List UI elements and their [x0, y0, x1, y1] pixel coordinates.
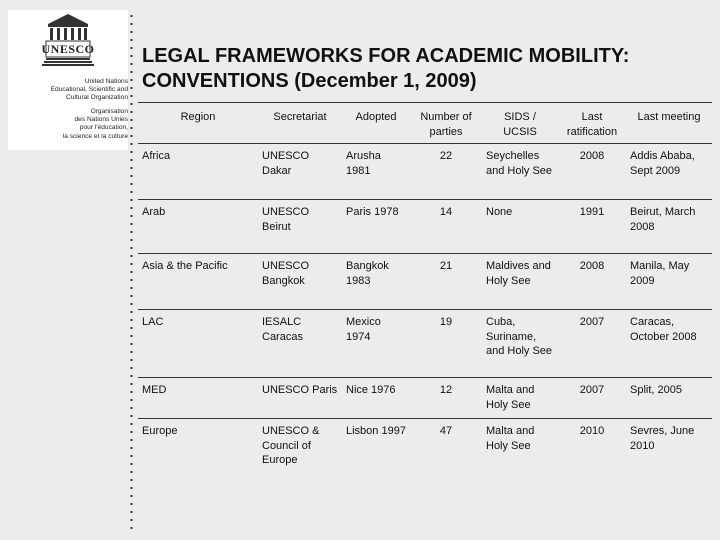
header-last-ratification: Last ratification: [566, 111, 618, 138]
title-line-1: LEGAL FRAMEWORKS FOR ACADEMIC MOBILITY:: [142, 45, 630, 67]
unesco-wordmark: UNESCO: [41, 42, 95, 56]
header-region: Region: [180, 111, 216, 123]
cell-parties: 47: [410, 419, 482, 475]
header-sids-ucsis: SIDS / UCSIS: [503, 111, 537, 138]
slide-title: [142, 44, 629, 94]
cell-sids: None: [482, 200, 558, 254]
cell-adopted: Lisbon 1997: [342, 419, 410, 475]
cell-meeting: Addis Ababa, Sept 2009: [626, 144, 712, 200]
cell-adopted: Nice 1976: [342, 378, 410, 419]
title-line-2: CONVENTIONS (December 1, 2009): [142, 70, 477, 92]
cell-secretariat: UNESCO Beirut: [258, 200, 342, 254]
header-secretariat: Secretariat: [273, 111, 327, 123]
cell-ratification: 2010: [558, 419, 626, 475]
header-number-of-parties: Number of parties: [420, 111, 472, 138]
cell-secretariat: UNESCO & Council of Europe: [258, 419, 342, 475]
cell-sids: Malta and Holy See: [482, 419, 558, 475]
cell-sids: Seychelles and Holy See: [482, 144, 558, 200]
cell-parties: 21: [410, 254, 482, 310]
cell-parties: 19: [410, 310, 482, 378]
table-header-row: [138, 104, 712, 144]
cell-secretariat: UNESCO Dakar: [258, 144, 342, 200]
cell-adopted: Mexico 1974: [342, 310, 410, 378]
header-last-meeting: Last meeting: [637, 111, 701, 123]
cell-sids: Maldives and Holy See: [482, 254, 558, 310]
cell-secretariat: IESALC Caracas: [258, 310, 342, 378]
cell-parties: 14: [410, 200, 482, 254]
cell-meeting: Beirut, March 2008: [626, 200, 712, 254]
cell-meeting: Split, 2005: [626, 378, 712, 419]
cell-ratification: 1991: [558, 200, 626, 254]
cell-region: Arab: [138, 200, 258, 254]
table-row: [138, 254, 712, 310]
cell-ratification: 2008: [558, 144, 626, 200]
unesco-logo-panel: [8, 10, 128, 150]
cell-meeting: Caracas, October 2008: [626, 310, 712, 378]
table-row: [138, 200, 712, 254]
cell-parties: 22: [410, 144, 482, 200]
table-row: [138, 419, 712, 475]
cell-secretariat: UNESCO Bangkok: [258, 254, 342, 310]
table-row: [138, 144, 712, 200]
unesco-temple-logo: [8, 10, 128, 82]
cell-region: MED: [138, 378, 258, 419]
cell-adopted: Arusha 1981: [342, 144, 410, 200]
cell-region: Africa: [138, 144, 258, 200]
cell-region: Asia & the Pacific: [138, 254, 258, 310]
cell-ratification: 2008: [558, 254, 626, 310]
cell-adopted: Paris 1978: [342, 200, 410, 254]
cell-sids: Malta and Holy See: [482, 378, 558, 419]
org-name-fr: Organisation des Nations Unies pour l'éducation, la science et la culture: [62, 108, 128, 140]
conventions-table: [138, 104, 712, 475]
cell-adopted: Bangkok 1983: [342, 254, 410, 310]
cell-region: LAC: [138, 310, 258, 378]
org-name-en: United Nations Educational, Scientific and Cultural Organization: [50, 78, 128, 102]
cell-ratification: 2007: [558, 378, 626, 419]
title-rule: [138, 102, 712, 103]
cell-sids: Cuba, Suriname, and Holy See: [482, 310, 558, 378]
table-row: [138, 310, 712, 378]
table-row: [138, 378, 712, 419]
dotted-divider: [130, 12, 133, 532]
cell-meeting: Sevres, June 2010: [626, 419, 712, 475]
cell-meeting: Manila, May 2009: [626, 254, 712, 310]
header-adopted: Adopted: [355, 111, 397, 123]
cell-parties: 12: [410, 378, 482, 419]
cell-secretariat: UNESCO Paris: [258, 378, 342, 419]
cell-region: Europe: [138, 419, 258, 475]
cell-ratification: 2007: [558, 310, 626, 378]
